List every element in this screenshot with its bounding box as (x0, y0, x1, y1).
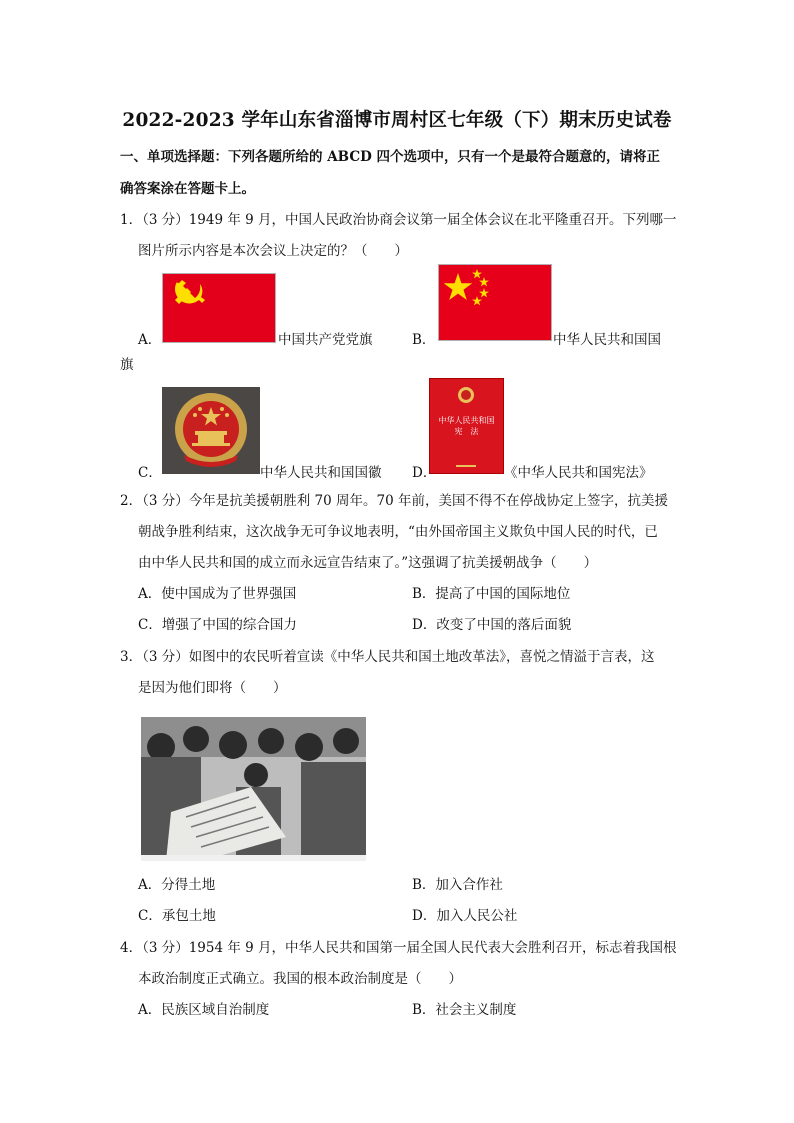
q2-option-a: A．使中国成为了世界强国 (138, 586, 297, 602)
q3-stem-line1: 3．（3 分）如图中的农民听着宣读《中华人民共和国土地改革法》，喜悦之情溢于言表，这 (120, 649, 655, 665)
section-instructions-line2: 确答案涂在答题卡上。 (120, 181, 255, 197)
q1-option-c-label: C． (138, 465, 162, 481)
q2-stem-line3: 由中华人民共和国的成立而永远宣告结束了。”这强调了抗美援朝战争（ ） (138, 555, 598, 571)
q2-option-b: B．提高了中国的国际地位 (412, 586, 571, 602)
q2-stem-line1: 2．（3 分）今年是抗美援朝胜利 70 周年。70 年前，美国不得不在停战协定上签字，抗美援 (120, 493, 668, 509)
q4-option-a: A．民族区域自治制度 (138, 1002, 270, 1018)
q1-option-c-text: 中华人民共和国国徽 (260, 465, 382, 481)
q3-option-c: C．承包土地 (138, 908, 216, 924)
q1-option-b-text-continued: 旗 (120, 357, 134, 373)
q4-option-b: B．社会主义制度 (412, 1002, 517, 1018)
q1-stem-line2: 图片所示内容是本次会议上决定的？（ ） (138, 243, 408, 259)
land-reform-photo (141, 717, 366, 861)
q1-option-d-label: D． (412, 465, 437, 481)
q1-option-d-text: 《中华人民共和国宪法》 (504, 465, 653, 481)
ccp-flag-image (162, 273, 276, 343)
section-instructions-line1: 一、单项选择题：下列各题所给的 ABCD 四个选项中，只有一个是最符合题意的，请将正 (120, 149, 660, 165)
q2-stem-line2: 朝战争胜利结束，这次战争无可争议地表明，“由外国帝国主义欺负中国人民的时代，已 (138, 524, 658, 540)
q3-option-a: A．分得土地 (138, 877, 216, 893)
constitution-book-image (429, 378, 504, 474)
q4-stem-line1: 4．（3 分）1954 年 9 月，中华人民共和国第一届全国人民代表大会胜利召开，标志着我国根 (120, 940, 677, 956)
q1-option-a-text: 中国共产党党旗 (278, 332, 373, 348)
q3-option-b: B．加入合作社 (412, 877, 503, 893)
q1-option-b-text: 中华人民共和国国 (553, 332, 661, 348)
q2-option-d: D．改变了中国的落后面貌 (412, 617, 572, 633)
national-emblem-image (162, 387, 260, 474)
q1-option-b-label: B． (412, 332, 436, 348)
prc-national-flag-image (438, 264, 552, 341)
q1-stem-line1: 1．（3 分）1949 年 9 月，中国人民政治协商会议第一届全体会议在北平隆重召开。下列哪一 (120, 212, 677, 228)
q4-stem-line2: 本政治制度正式确立。我国的根本政治制度是（ ） (138, 971, 462, 987)
page-title: 2022-2023 学年山东省淄博市周村区七年级（下）期末历史试卷 (122, 110, 672, 131)
q1-option-a-label: A． (138, 332, 162, 348)
q3-option-d: D．加入人民公社 (412, 908, 518, 924)
q2-option-c: C．增强了中国的综合国力 (138, 617, 297, 633)
constitution-book-title: 中华人民共和国 宪 法 (438, 416, 495, 436)
q3-stem-line2: 是因为他们即将（ ） (138, 680, 287, 696)
